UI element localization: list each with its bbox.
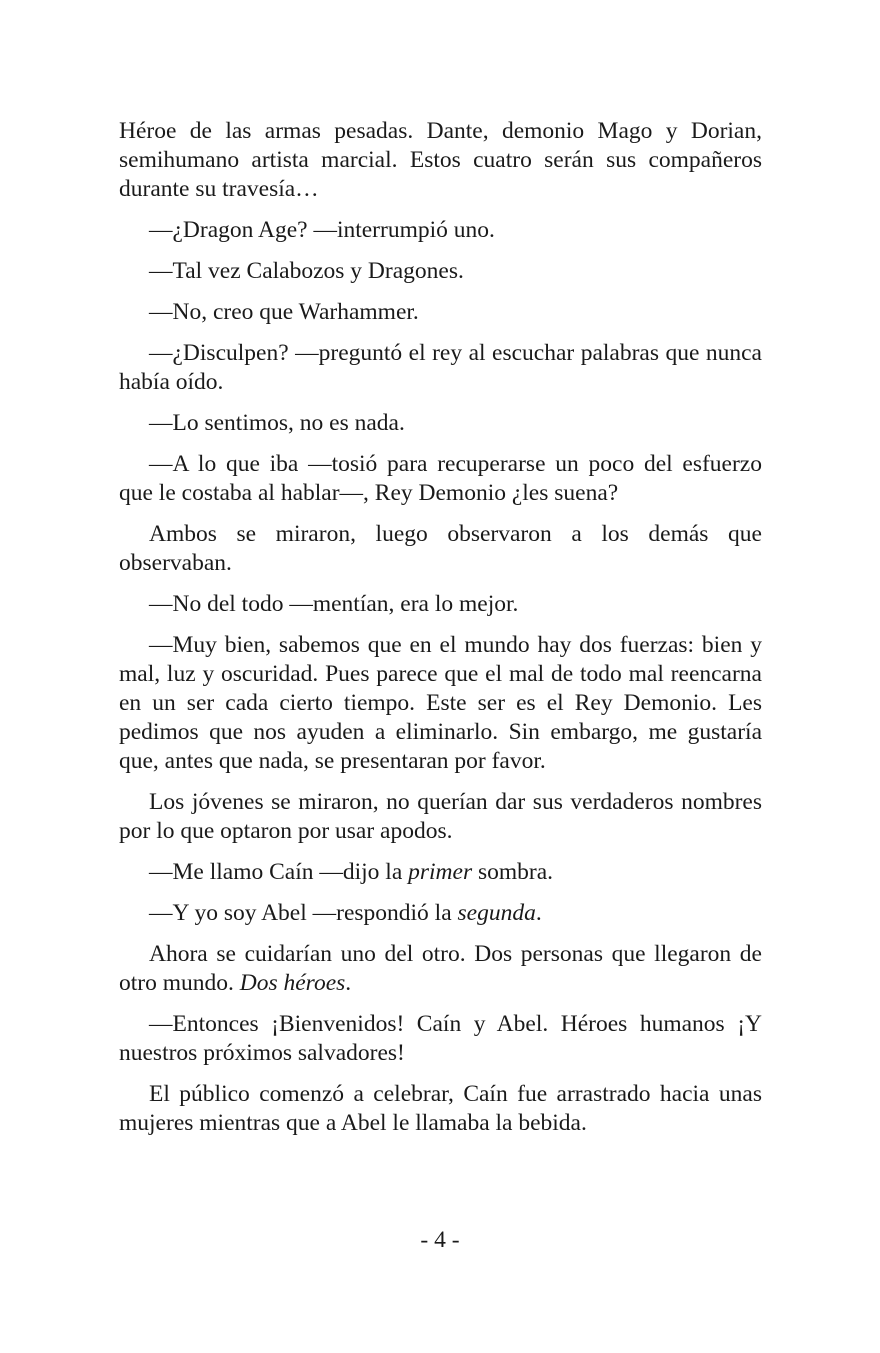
text-run: —Me llamo Caín —dijo la — [149, 859, 409, 885]
text-run: El público comenzó a celebrar, Caín fue arrastrado hacia unas mujeres mientras que a Abel le llamaba la bebida. — [119, 1081, 762, 1136]
text-run: —No del todo —mentían, era lo mejor. — [149, 591, 519, 617]
text-run: Ahora se cuidarían uno del otro. Dos personas que llegaron de otro mundo. — [119, 941, 762, 996]
text-run: . — [345, 970, 352, 996]
paragraph — [119, 940, 762, 998]
text-run: Los jóvenes se miraron, no querían dar sus verdaderos nombres por lo que optaron por usar apodos. — [119, 789, 762, 844]
text-run: —A lo que iba —tosió para recuperarse un poco del esfuerzo que le costaba al hablar—, Rey Demonio ¿les suena? — [119, 451, 762, 506]
paragraph — [119, 1080, 762, 1138]
text-run: —¿Disculpen? —preguntó el rey al escuchar palabras que nunca había oído. — [119, 340, 762, 395]
paragraph — [119, 257, 762, 286]
paragraph — [119, 631, 762, 776]
paragraph — [119, 409, 762, 438]
text-run: —Y yo soy Abel —respondió la — [149, 900, 458, 926]
text-run: —Tal vez Calabozos y Dragones. — [149, 258, 464, 284]
text-run: . — [535, 900, 542, 926]
italic-text: primer — [408, 859, 473, 885]
body-text — [119, 117, 762, 1150]
paragraph — [119, 450, 762, 508]
paragraph — [119, 117, 762, 204]
text-run: —Entonces ¡Bienvenidos! Caín y Abel. Héroes humanos ¡Y nuestros próximos salvadores! — [119, 1011, 762, 1066]
paragraph — [119, 788, 762, 846]
text-run: —¿Dragon Age? —interrumpió uno. — [149, 217, 495, 243]
paragraph — [119, 1010, 762, 1068]
paragraph — [119, 216, 762, 245]
paragraph — [119, 298, 762, 327]
paragraph — [119, 899, 762, 928]
paragraph — [119, 339, 762, 397]
paragraph — [119, 858, 762, 887]
text-run: —Lo sentimos, no es nada. — [149, 410, 405, 436]
text-run: —Muy bien, sabemos que en el mundo hay dos fuerzas: bien y mal, luz y oscuridad. Pues parece que el mal de todo mal reencarna en un ser cada cierto tiempo. Este ser es el Rey Demonio. Les pedimos que nos ayuden a eliminarlo. Sin embargo, me gustaría que, antes que nada, se presentaran por favor. — [119, 632, 762, 774]
paragraph — [119, 520, 762, 578]
text-run: Héroe de las armas pesadas. Dante, demonio Mago y Dorian, semihumano artista marcial. Estos cuatro serán sus compañeros durante su travesía… — [119, 118, 762, 202]
text-run: sombra. — [472, 859, 554, 885]
text-run: —No, creo que Warhammer. — [149, 299, 419, 325]
italic-text: segunda — [457, 900, 536, 926]
page-number: - 4 - — [420, 1227, 460, 1253]
italic-text: Dos héroes — [239, 970, 346, 996]
paragraph — [119, 590, 762, 619]
text-run: Ambos se miraron, luego observaron a los demás que observaban. — [119, 521, 762, 576]
